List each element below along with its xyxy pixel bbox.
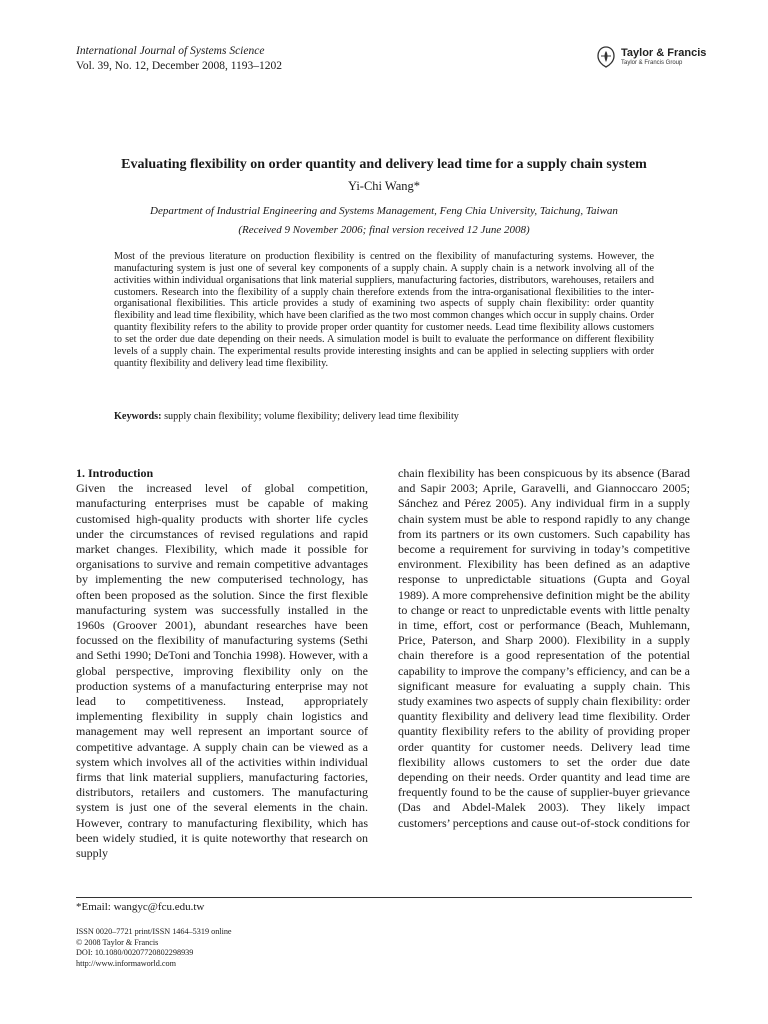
publisher-emblem-icon (596, 46, 616, 68)
author-affiliation: Department of Industrial Engineering and Systems Management, Feng Chia University, Taichung, Taiwan (150, 205, 618, 217)
publisher-name: Taylor & Francis (621, 47, 707, 59)
publisher-logo (596, 46, 706, 68)
left-column-text: Given the increased level of global competition, manufacturing enterprises must be capable of making customised high-quality products with shorter life cycles under the circumstances of revised regulations and rapid market changes. Flexibility, which made it possible for organisations to survive and remain competitive advantages by implementing the new computerised technology, has often been proposed as the solution. Since the first flexible manufacturing system was successfully installed in the 1960s (Groover 2001), abundant researches have been focussed on the flexibility of manufacturing systems (Sethi and Sethi 1990; DeToni and Tonchia 1998). However, with a global perspective, improving flexibility only on the production systems of a manufacturing enterprise may not lead to competitiveness. Instead, appropriately implementing flexibility in supply chain logistics and management may well represent an important source of competitive advantage. A supply chain can be viewed as a system which involves all of the activities within individual firms that link material suppliers, manufacturing factories, distributors, retailers and customers. The manufacturing system is just one of the several elements in the chain. However, contrary to manufacturing flexibility, which has been widely studied, it is quite noteworthy that research on supply (76, 481, 368, 861)
copyright: © 2008 Taylor & Francis (76, 937, 159, 947)
abstract: Most of the previous literature on production flexibility is centred on the flexibility of manufacturing systems. However, the manufacturing system is just one of several key components of a supply chain. A supply chain is a network involving all of the activities within individual organisations that link material suppliers, manufacturing factories, distributors, warehouses, retailers and customers. Research into the flexibility of a supply chain therefore extends from the intra-organisational flexibilities to the inter-organisational flexibilities. This article provides a study of examining two aspects of supply chain flexibility: order quantity flexibility and lead time flexibility, which have been clarified as the two most common changes which occur in supply chains. Order quantity flexibility refers to the ability to provide proper order quantity for customer needs. Lead time flexibility allows customers to set the order due date depending on their needs. A simulation model is built to evaluate the performance on different flexibility levels of a supply chain. The experimental results provide interesting insights and can be applied in selecting suppliers with order quantity flexibility and delivery lead time flexibility. (114, 251, 654, 369)
article-author: Yi-Chi Wang* (347, 179, 421, 193)
publication-info (76, 927, 232, 969)
right-column-text: chain flexibility has been conspicuous by its absence (Barad and Sapir 2003; Aprile, Garavelli, and Giannoccaro 2005; Sánchez and Pérez 2005). Any individual firm in a supply chain system must be able to respond rapidly to any change from its partners or its own customers. Such capability has become a requirement for surviving in today’s competitive environment. Flexibility has been defined as an adaptive response to unpredictable situations (Gupta and Goyal 1989). A more comprehensive definition might be the ability to change or react to unpredictable events with little penalty in time, effort, cost or performance (Beach, Muhlemann, Price, Paterson, and Sharp 2000). Flexibility in a supply chain therefore is a good representation of the potential capability to improve the company’s efficiency, and can be a significant measure for evaluating a supply chain. This study examines two aspects of supply chain flexibility: order quantity flexibility and delivery lead time flexibility. Order quantity flexibility refers to the ability of providing proper order quantity for customer needs. Delivery lead time flexibility allows customers to set the order due date depending on their needs. Order quantity and lead time are frequently found to be the cause of supplier-buyer grievance (Das and Abdel-Malek 2003). They likely impact customers’ perceptions and cause out-of-stock conditions for (398, 466, 690, 830)
issn: ISSN 0020–7721 print/ISSN 1464–5319 online (76, 927, 232, 936)
volume-info: Vol. 39, No. 12, December 2008, 1193–1202 (76, 60, 283, 72)
left-column (76, 466, 368, 861)
keywords (114, 410, 654, 423)
journal-info (76, 44, 282, 74)
keywords-label: Keywords: (114, 411, 162, 422)
article-title: Evaluating flexibility on order quantity and delivery lead time for a supply chain system (121, 157, 647, 172)
footnote-divider (76, 897, 692, 898)
received-dates: (Received 9 November 2006; final version received 12 June 2008) (238, 224, 530, 236)
journal-name: International Journal of Systems Science (76, 45, 265, 57)
right-column (398, 466, 690, 831)
email-footnote: *Email: wangyc@fcu.edu.tw (76, 901, 205, 913)
keywords-list: supply chain flexibility; volume flexibility; delivery lead time flexibility (164, 411, 459, 422)
doi: DOI: 10.1080/00207720802298939 (76, 948, 194, 957)
section-heading: 1. Introduction (76, 466, 154, 480)
publisher-group: Taylor & Francis Group (621, 60, 683, 66)
publisher-url[interactable]: http://www.informaworld.com (76, 958, 176, 968)
